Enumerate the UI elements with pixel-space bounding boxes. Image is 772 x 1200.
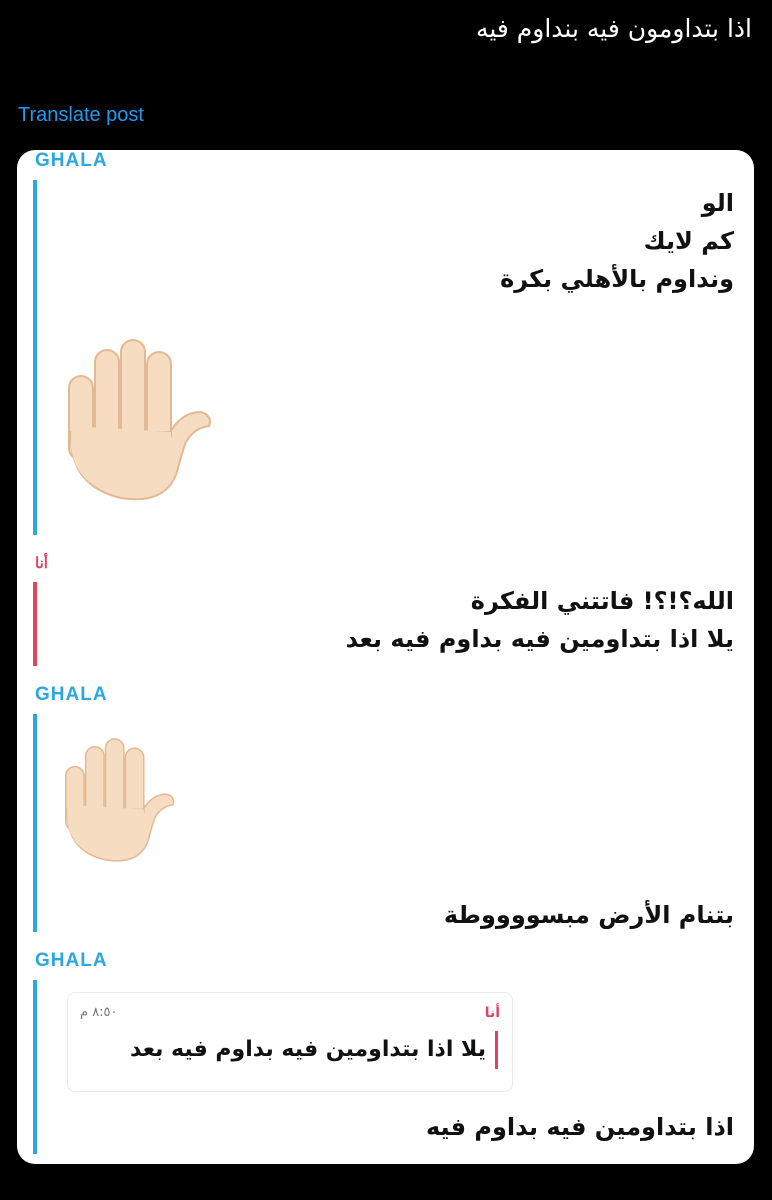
sender-ghala: GHALA [35,150,108,171]
message-bar [33,980,37,1154]
message-me-1 [94,582,734,658]
message-line: كم لايك [643,227,734,255]
quote-bar [495,1031,498,1069]
message-bar [33,714,37,932]
post-text: اذا بتداومون فيه بنداوم فيه [475,14,752,43]
message-ghala-2 [94,896,734,934]
message-line: يلا اذا بتداومين فيه بداوم فيه بعد [345,625,734,653]
message-bar [33,582,37,666]
message-ghala-3 [94,1108,734,1146]
message-line: اذا بتداومين فيه بداوم فيه [425,1113,734,1141]
quoted-time: ٨:٥٠ م [80,1005,118,1020]
quoted-message[interactable] [67,992,513,1092]
sender-me: أنا [35,555,48,572]
message-line: الو [701,189,734,217]
message-ghala-1 [94,184,734,298]
translate-post-link[interactable]: Translate post [18,104,144,126]
raised-hand-emoji-icon [57,736,177,866]
raised-hand-emoji-icon [61,336,211,506]
quoted-sender: أنا [484,1005,500,1021]
message-line: الله؟!؟! فاتتني الفكرة [470,587,734,615]
chat-screenshot-card [17,150,754,1164]
quoted-text: يلا اذا بتداومين فيه بداوم فيه بعد [129,1037,486,1062]
message-line: ونداوم بالأهلي بكرة [500,265,734,293]
sender-ghala: GHALA [35,684,108,705]
message-bar [33,180,37,535]
sender-ghala: GHALA [35,950,108,971]
message-line: بتنام الأرض مبسووووطة [443,901,734,929]
